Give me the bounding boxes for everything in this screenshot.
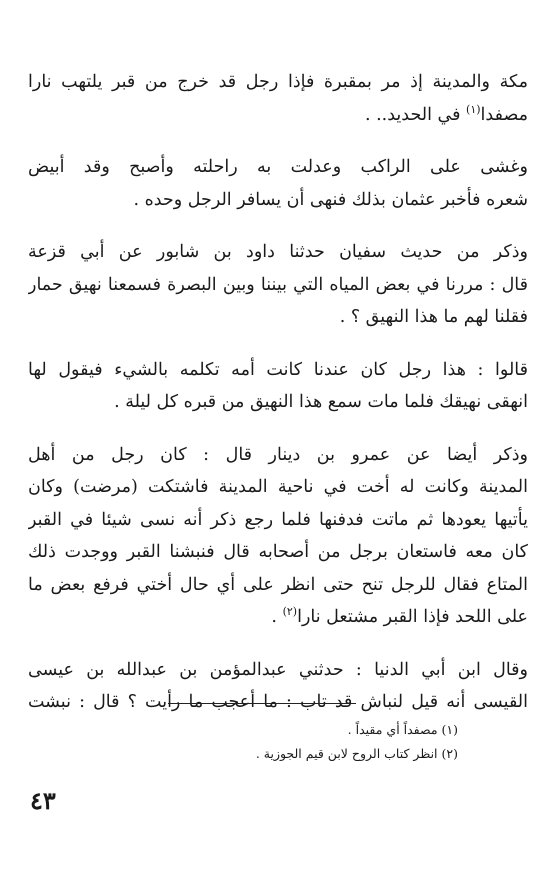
text-line: كان معه فاستعان برجل من أصحابه قال فنبشنا القبر ووجدت ذلك bbox=[28, 542, 528, 562]
text-line: وذكر أيضا عن عمرو بن دينار قال : كان رجل من أهل bbox=[28, 444, 528, 465]
text-line: فقلنا لهم ما هذا النهيق ؟ . bbox=[339, 307, 528, 327]
text-line: وقال ابن أبي الدنيا : حدثني عبدالمؤمن بن عبدالله بن عيسى bbox=[28, 659, 528, 680]
text-line: مكة والمدينة إذ مر بمقبرة فإذا رجل قد خرج من قبر يلتهب نارا bbox=[28, 72, 528, 92]
text-line: انهقى نهيقك فلما مات سمع هذا النهيق من قبره كل ليلة . bbox=[114, 392, 528, 412]
text-line: المدينة وكانت له أخت في ناحية المدينة فاشتكت (مرضت) وكان bbox=[28, 477, 528, 497]
paragraph-3 bbox=[28, 236, 528, 334]
text-line bbox=[28, 99, 528, 132]
text-line: المتاع فقال للرجل تنح حتى انظر على أي حال أختي فرفع بعض ما bbox=[28, 574, 528, 595]
paragraph-5 bbox=[28, 439, 528, 634]
footnote-marker: (١) bbox=[466, 102, 481, 116]
text-line: يأتيها يعودها ثم ماتت فدفنها فلما رجع ذكر أنه نسى شيئا في القبر bbox=[28, 509, 528, 530]
paragraph-1 bbox=[28, 66, 528, 131]
paragraph-4 bbox=[28, 354, 528, 419]
footnote-1: (١) مصفداً أي مقيداً . bbox=[347, 722, 458, 737]
paragraph-2 bbox=[28, 151, 528, 216]
text-line bbox=[28, 601, 528, 634]
text-fragment: مصفدا bbox=[480, 104, 528, 125]
page-body bbox=[28, 66, 528, 739]
text-line: وذكر من حديث سفيان حدثنا داود بن شابور عن أبي قزعة bbox=[28, 242, 528, 262]
text-line: شعره فأخبر عثمان بذلك فنهى أن يسافر الرجل وحده . bbox=[133, 189, 528, 210]
footnote-marker: (٢) bbox=[282, 605, 298, 619]
text-fragment: في الحديد.. . bbox=[364, 104, 461, 125]
paragraph-6 bbox=[28, 654, 528, 719]
page-number: ٤٣ bbox=[30, 786, 56, 815]
text-line: قالوا : هذا رجل كان عندنا كانت أمه تكلمه بالشيء فيقول لها bbox=[28, 359, 528, 380]
text-fragment: . bbox=[271, 607, 283, 627]
text-line: وغشى على الراكب وعدلت به راحلته وأصبح وقد أبيض bbox=[28, 157, 528, 177]
text-fragment: على اللحد فإذا القبر مشتعل نارا bbox=[297, 607, 528, 627]
footnotes bbox=[218, 718, 458, 766]
footnote-2: (٢) انظر كتاب الروح لابن قيم الجوزية . bbox=[255, 746, 458, 761]
text-line: القيسى أنه قيل لنباش قد تاب : ما أعجب ما رأيت ؟ قال : نبشت bbox=[28, 692, 528, 712]
text-line: قال : مررنا في بعض المياه التي بيننا وبين البصرة فسمعنا نهيق حمار bbox=[28, 274, 528, 295]
footnote-divider bbox=[168, 703, 356, 704]
